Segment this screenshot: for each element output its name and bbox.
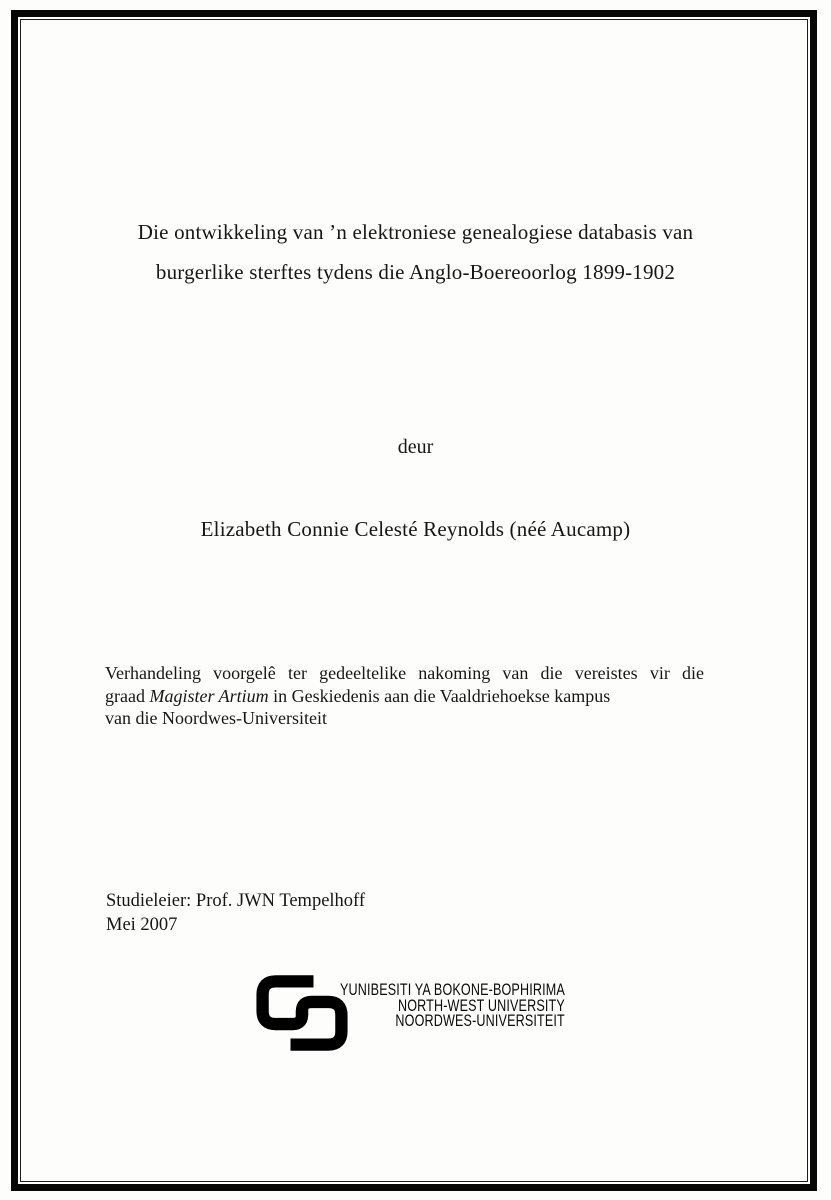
byline-deur: deur bbox=[397, 436, 434, 458]
thesis-title-line1: Die ontwikkeling van ’n elektroniese genealogiese databasis van bbox=[137, 220, 694, 244]
university-name-setswana: YUNIBESITI YA BOKONE-BOPHIRIMA bbox=[340, 980, 565, 999]
university-name-afrikaans: NOORDWES-UNIVERSITEIT bbox=[395, 1011, 565, 1031]
date-line: Mei 2007 bbox=[106, 915, 178, 935]
university-name-english: NORTH-WEST UNIVERSITY bbox=[398, 995, 565, 1015]
supervisor-line: Studieleier: Prof. JWN Tempelhoff bbox=[106, 891, 366, 911]
submission-line2-prefix: graad bbox=[105, 685, 145, 706]
thesis-title bbox=[0, 212, 831, 292]
submission-line3: van die Noordwes-Universiteit bbox=[105, 708, 327, 729]
university-name-block bbox=[340, 982, 565, 1029]
submission-statement bbox=[105, 662, 704, 730]
submission-line2-suffix: in Geskiedenis aan die Vaaldriehoekse kampus bbox=[273, 685, 611, 706]
north-west-university-logo-icon bbox=[256, 974, 348, 1052]
author-name: Elizabeth Connie Celesté Reynolds (néé Aucamp) bbox=[200, 517, 631, 541]
thesis-title-line2: burgerlike sterftes tydens die Anglo-Boereoorlog 1899-1902 bbox=[155, 260, 676, 284]
degree-name: Magister Artium bbox=[149, 685, 269, 706]
supervisor-block bbox=[106, 889, 365, 937]
submission-line1: Verhandeling voorgelê ter gedeeltelike nakoming van die vereistes vir die bbox=[105, 663, 704, 683]
submission-line2 bbox=[105, 685, 704, 708]
